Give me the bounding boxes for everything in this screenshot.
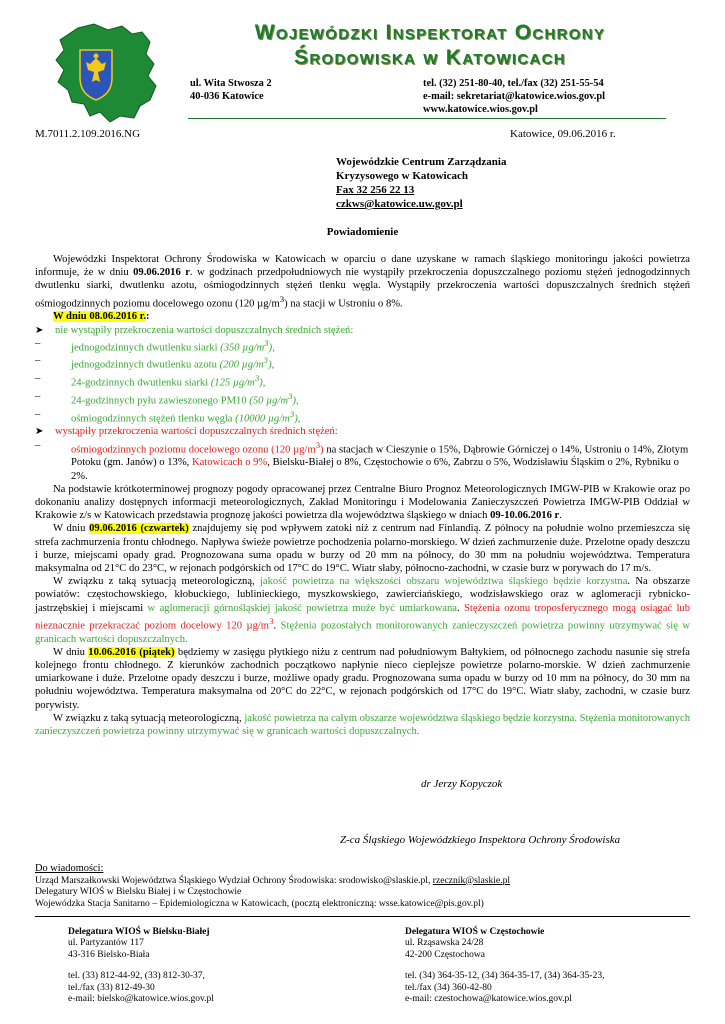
intro-date: 09.06.2016 r <box>133 267 190 279</box>
no-exceed-section <box>35 324 690 426</box>
forecast-paragraph: Na podstawie krótkoterminowej prognozy pogody opracowanej przez Centralne Biuro Prognoz Meteorologicznych IMGW-PIB w Krakowie oraz po dokonaniu analizy dostępnych informacji meteorologicznych, Zakład Monitoringu i Modelowania Zanieczyszczeń Powietrza IMGW-PIB Oddział w Krakowie z/s w Katowicach przedstawia prognozę jakości powietrza dla województwa śląskiego w dniach 09-10.06.2016 r. <box>35 483 690 522</box>
recipient-line-2: Kryzysowego w Katowicach <box>336 170 468 182</box>
day-label-paragraph: W dniu 08.06.2016 r.: <box>53 311 150 323</box>
no-exceed-item: – 24-godzinnych dwutlenku siarki (125 $\mu g/m^3$), <box>35 373 266 389</box>
branch-name: Delegatura WIOŚ w Bielsku-Białej <box>68 927 210 937</box>
day1-paragraph: W dniu 09.06.2016 (czwartek) znajdujemy się pod wpływem zatoki niż z centrum nad Finlandią. Z północy na południe wolno przemieszcza się strefa zachmurzenia frontu chłodnego. Napływa świeże powietrze pochodzenia polarno-morskiego. W dzień zachmurzenie duże. Przelotne opady deszczu i burze, miejscami opady grad. Prognozowana suma opadu w burzy od 20 mm na północy, do 30 mm na południu województwa. Temperatura maksymalna od 21°C do 23°C, w rejonach podgórskich od 17°C do 19°C. Wiatr słaby, północno-zachodni, w czasie burz w porywach do 17 m/s. <box>35 523 690 574</box>
arrow-bullet-icon: ➤ <box>35 426 44 438</box>
distribution-title: Do wiadomości: <box>35 863 104 874</box>
quality2-paragraph: W związku z taką sytuacją meteorologiczną, jakość powietrza na całym obszarze województwa śląskiego będzie korzystna. Stężenia monitorowanych zanieczyszczeń powietrza powinny utrzymywać się w granicach wartości dopuszczalnych. <box>35 712 690 737</box>
branch-fax: tel./fax (33) 812-49-30 <box>68 982 155 993</box>
signature-name: dr Jerzy Kopyczok <box>421 778 503 790</box>
no-exceed-item: – jednogodzinnych dwutlenku azotu (200 $\mu g/m^3$), <box>35 355 275 372</box>
branch-name: Delegatura WIOŚ w Częstochowie <box>405 927 545 937</box>
header-address <box>190 77 272 103</box>
branch-email[interactable]: e-mail: bielsko@katowice.wios.gov.pl <box>68 994 214 1005</box>
title-line-1: Wojewódzki Inspektorat Ochrony <box>254 21 606 44</box>
silesian-eagle-emblem-icon <box>50 20 180 125</box>
address-street: ul. Wita Stwosza 2 <box>190 78 272 89</box>
recipient-block <box>336 155 506 211</box>
header-divider <box>188 118 666 119</box>
footer-divider <box>35 916 690 917</box>
branch-street: ul. Partyzantów 117 <box>68 938 144 949</box>
distribution-list <box>35 863 510 909</box>
arrow-bullet-icon: ➤ <box>35 324 44 336</box>
header-contact <box>423 77 605 116</box>
day2-paragraph: W dniu 10.06.2016 (piątek) będziemy w zasięgu płytkiego niżu z centrum nad południowym Bałtykiem, od północnego zachodu nasunie się strefa kolejnego frontu chłodnego. Z kierunków zachodnich początkowo napłynie nieco cieplejsze powietrze polarno-morskie. W dzień zachmurzenie umiarkowane i duże. Przelotne opady deszczu i burze, możliwe opady gradu. Prognozowana suma opadu w burzy od 10 mm na północy, do 30 mm na południu województwa. Temperatura maksymalna od 20°C do 22°C, w rejonach podgórskich od 17°C do 19°C. Wiatr słaby, zachodni, w czasie burz porywisty. <box>35 646 690 711</box>
header-email[interactable]: e-mail: sekretariat@katowice.wios.gov.pl <box>423 91 606 102</box>
recipient-fax: Fax 32 256 22 13 <box>336 184 415 196</box>
distribution-email-link[interactable]: rzecznik@slaskie.pl <box>432 874 511 886</box>
recipient-email[interactable]: czkws@katowice.uw.gov.pl <box>336 198 463 210</box>
dash-bullet-icon: – <box>35 337 41 349</box>
distribution-line-1: Urząd Marszałkowski Województwa Śląskiego Wydział Ochrony Środowiska: srodowisko@slaskie.pl, rzecznik@slaskie.pl <box>35 874 511 886</box>
dash-bullet-icon: – <box>35 373 41 385</box>
no-exceed-item: – jednogodzinnych dwutlenku siarki (350 $\mu g/m^3$), <box>35 337 275 354</box>
title-line-2: Środowiska w Katowicach <box>294 46 566 69</box>
quality1-paragraph: W związku z taką sytuacją meteorologiczną, jakość powietrza na większości obszaru województwa śląskiego będzie korzystna. Na obszarze powiatów: częstochowskiego, kłobuckiego, lublinieckiego, myszkowskiego, zawierciańskiego, wodzisławskiego oraz w aglomeracji rybnicko-jastrzębskiej i miejscami w aglomeracji górnośląskiej jakość powietrza może być umiarkowana. Stężenia ozonu troposferycznego mogą osiągać lub nieznacznie przekraczać poziom docelowy 120 $\mu g/m^3$. Stężenia pozostałych monitorowanych zanieczyszczeń powietrza powinny utrzymywać się w granicach wartości dopuszczalnych. <box>35 576 691 645</box>
document-heading: Powiadomienie <box>326 226 399 238</box>
day-label-highlight: W dniu 08.06.2016 r. <box>53 311 147 323</box>
place-date: Katowice, 09.06.2016 r. <box>510 128 616 140</box>
branch-street: ul. Rząsawska 24/28 <box>405 938 484 949</box>
header-phone: tel. (32) 251-80-40, tel./fax (32) 251-55-54 <box>423 78 604 89</box>
branch-fax: tel./fax (34) 360-42-80 <box>405 982 492 993</box>
dash-bullet-icon: – <box>35 439 41 451</box>
distribution-line-3: Wojewódzka Stacja Sanitarno – Epidemiologiczna w Katowicach, (pocztą elektroniczną: wsse.katowice@pis.gov.pl) <box>35 897 484 909</box>
dash-bullet-icon: – <box>35 408 41 420</box>
no-exceed-title: ➤ nie wystąpiły przekroczenia wartości dopuszczalnych średnich stężeń: <box>35 324 354 336</box>
dash-bullet-icon: – <box>35 355 41 367</box>
institution-title <box>190 20 670 70</box>
exceed-title: ➤ wystąpiły przekroczenia wartości dopuszczalnych średnich stężeń: <box>35 426 338 438</box>
exceed-section <box>35 425 690 482</box>
header-website[interactable]: www.katowice.wios.gov.pl <box>423 104 538 115</box>
branch-tel: tel. (34) 364-35-12, (34) 364-35-17, (34) 364-35-23, <box>405 971 605 982</box>
day2-date-highlight: 10.06.2016 (piątek) <box>88 646 175 658</box>
intro-paragraph: Wojewódzki Inspektorat Ochrony Środowiska w Katowicach w oparciu o dane uzyskane w ramach śląskiego monitoringu jakości powietrza informuje, że w dniu 09.06.2016 r. w godzinach przedpołudniowych nie wystąpiły przekroczenia dopuszczalnego poziomu stężeń jednogodzinnych dwutlenku siarki, dwutlenku azotu, ośmiogodzinnych stężeń tlenku węgla. Wystąpiły przekroczenia wartości dopuszczalnych średnich stężeń ośmiogodzinnych poziomu docelowego ozonu (120 $\mu g/m^3$) na stacji w Ustroniu o 8%. <box>35 254 691 310</box>
footer-left-branch <box>68 927 318 1005</box>
no-exceed-item: – 24-godzinnych pyłu zawieszonego PM10 (50 $\mu g/m^3$), <box>35 390 299 407</box>
address-city: 40-036 Katowice <box>190 91 264 102</box>
document-body <box>35 253 690 738</box>
branch-email[interactable]: e-mail: czestochowa@katowice.wios.gov.pl <box>405 994 572 1005</box>
recipient-line-1: Wojewódzkie Centrum Zarządzania <box>336 156 507 168</box>
dash-bullet-icon: – <box>35 390 41 402</box>
day1-date-highlight: 09.06.2016 (czwartek) <box>89 523 189 535</box>
branch-city: 43-316 Bielsko-Biała <box>68 949 150 960</box>
distribution-line-2: Delegatury WIOŚ w Bielsku Białej i w Częstochowie <box>35 886 242 898</box>
branch-city: 42-200 Częstochowa <box>405 949 485 960</box>
signature-role: Z-ca Śląskiego Wojewódzkiego Inspektora Ochrony Środowiska <box>340 834 621 846</box>
branch-tel: tel. (33) 812-44-92, (33) 812-30-37, <box>68 971 205 982</box>
no-exceed-item: – ośmiogodzinnych stężeń tlenku węgla (10000 $\mu g/m^3$), <box>35 408 301 425</box>
reference-number: M.7011.2.109.2016.NG <box>35 128 141 140</box>
footer-right-branch <box>405 927 655 1005</box>
exceed-item: – ośmiogodzinnych poziomu docelowego ozonu (120 $\mu g/m^3$) na stacjach w Cieszynie o 15%, Dąbrowie Górniczej o 14%, Ustroniu o 14%, Złotym Potoku (gm. Janów) o 13%, Katowicach o 9%, Bielsku-Białej o 8%, Częstochowie o 6%, Zabrzu o 5%, Wodzisławiu Śląskim o 2%, Rybniku o 2%. <box>35 439 689 482</box>
